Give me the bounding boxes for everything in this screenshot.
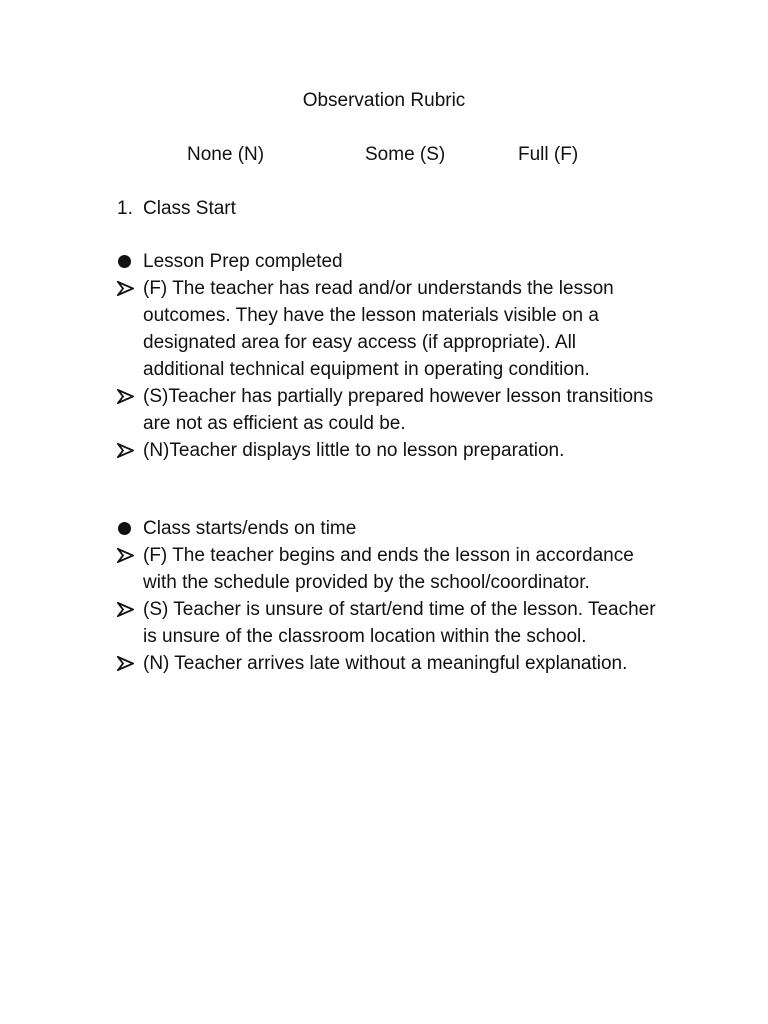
bullet-icon [117, 515, 137, 542]
scale-some-label: Some (S) [365, 144, 446, 165]
criterion-heading-row [117, 248, 657, 275]
scale-none-label: None (N) [187, 144, 265, 165]
arrowhead-icon [117, 437, 137, 464]
level-item-some [117, 596, 657, 650]
level-text: (N)Teacher displays little to no lesson preparation. [143, 440, 565, 461]
arrowhead-icon [117, 542, 137, 569]
level-text: (N) Teacher arrives late without a meaningful explanation. [143, 653, 628, 674]
criterion-heading: Class starts/ends on time [143, 518, 357, 539]
section-label: Class Start [143, 198, 236, 219]
arrowhead-icon [117, 650, 137, 677]
scale-full-label: Full (F) [518, 144, 579, 165]
arrowhead-icon [117, 275, 137, 302]
criterion-lesson-prep [117, 248, 657, 464]
criterion-heading-row [117, 515, 657, 542]
arrowhead-icon [117, 596, 137, 623]
level-text: (S) Teacher is unsure of start/end time of the lesson. Teacher is unsure of the classroom location within the school. [143, 599, 656, 647]
level-item-some [117, 383, 657, 437]
bullet-icon [117, 248, 137, 275]
level-item-none [117, 437, 657, 464]
section-number: 1. [117, 198, 133, 219]
level-item-full [117, 542, 657, 596]
page-title: Observation Rubric [302, 90, 466, 111]
level-item-full [117, 275, 657, 383]
level-item-none [117, 650, 657, 677]
criterion-class-timing [117, 515, 657, 677]
rating-scale [0, 141, 768, 168]
level-text: (F) The teacher begins and ends the lesson in accordance with the schedule provided by the school/coordinator. [143, 545, 634, 593]
level-text: (S)Teacher has partially prepared however lesson transitions are not as efficient as could be. [143, 386, 654, 434]
level-text: (F) The teacher has read and/or understands the lesson outcomes. They have the lesson materials visible on a designated area for easy access (if appropriate). All additional technical equipment in operating condition. [143, 278, 614, 380]
arrowhead-icon [117, 383, 137, 410]
criterion-heading: Lesson Prep completed [143, 251, 343, 272]
